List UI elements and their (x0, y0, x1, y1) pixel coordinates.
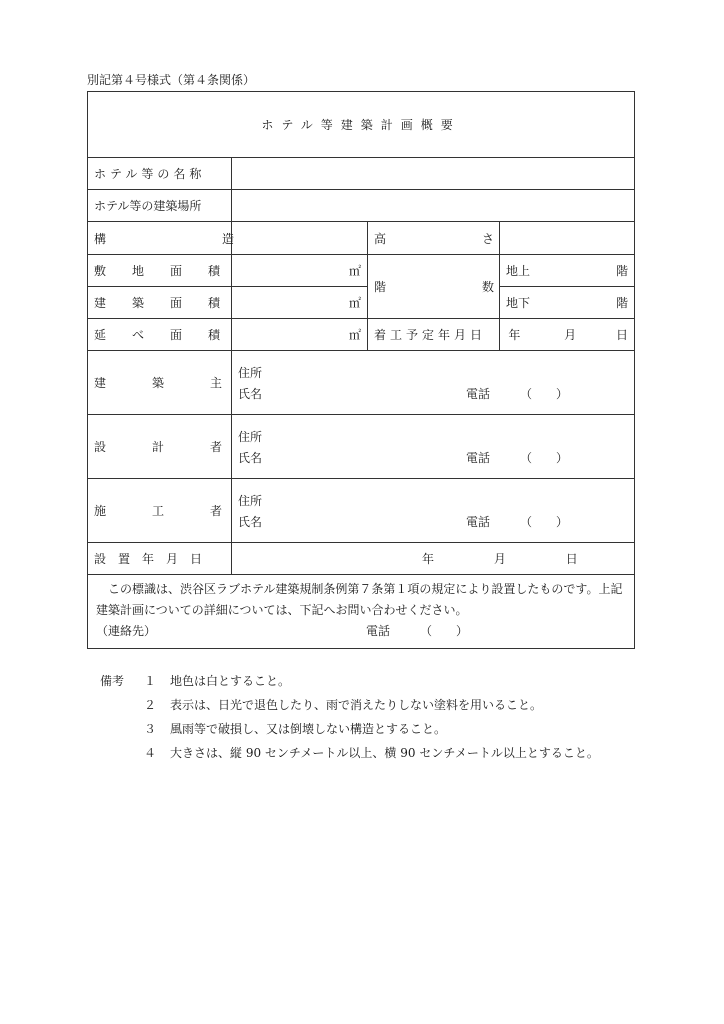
label-start-date: 着工予定年月日 (368, 319, 500, 351)
owner-address-label: 住所 (238, 365, 263, 380)
notice-text: この標識は、渋谷区ラブホテル建築規制条例第７条第１項の規定により設置したものです。上記建築計画についての詳細については、下記へお問い合わせください。 (96, 582, 623, 617)
total-area-unit: ㎡ (348, 328, 361, 342)
notice-cell (88, 575, 635, 649)
label-hotel-name: ホテル等の名称 (88, 158, 232, 190)
value-install-date (232, 543, 635, 575)
below-ground-label: 地下 (506, 296, 531, 310)
label-owner: 建築主 (88, 351, 232, 415)
remarks-text: 表示は、日光で退色したり、雨で消えたりしない塗料を用いること。 (170, 697, 543, 712)
install-month: 月 (493, 552, 506, 566)
form-caption: 別記第４号様式（第４条関係） (87, 73, 256, 87)
remarks-item (100, 692, 599, 716)
label-building-area: 建築面積 (88, 287, 232, 319)
contractor-phone-label: 電話 (466, 514, 491, 529)
label-floors: 階数 (368, 255, 500, 319)
designer-phone-label: 電話 (466, 450, 491, 465)
below-ground-unit: 階 (616, 296, 629, 310)
value-start-date (500, 319, 635, 351)
contact-phone-paren: （ ） (420, 624, 469, 638)
remarks-text: 大きさは、縦 90 センチメートル以上、横 90 センチメートル以上とすること。 (170, 745, 599, 760)
install-day: 日 (565, 552, 578, 566)
remarks-section (100, 668, 599, 764)
label-install-date: 設置年月日 (88, 543, 232, 575)
label-total-area: 延べ面積 (88, 319, 232, 351)
designer-address-label: 住所 (238, 429, 263, 444)
label-site-area: 敷地面積 (88, 255, 232, 287)
remarks-num: ２ (144, 697, 157, 712)
owner-phone-label: 電話 (466, 386, 491, 401)
start-day: 日 (616, 328, 629, 342)
value-hotel-name (232, 158, 635, 190)
value-total-area (232, 319, 368, 351)
label-location: ホテル等の建築場所 (88, 190, 232, 222)
value-designer (232, 415, 635, 479)
value-site-area (232, 255, 368, 287)
label-structure (88, 222, 351, 255)
designer-phone-paren: （ ） (520, 450, 569, 465)
designer-name-label: 氏名 (238, 450, 263, 465)
remarks-text: 風雨等で破損し、又は倒壊しない構造とすること。 (170, 721, 447, 736)
remarks-num: ４ (144, 745, 157, 760)
above-ground-label: 地上 (506, 264, 531, 278)
value-location (232, 190, 635, 222)
remarks-item (100, 668, 599, 692)
contractor-address-label: 住所 (238, 493, 263, 508)
start-month: 月 (564, 328, 577, 342)
building-area-unit: ㎡ (348, 296, 361, 310)
install-year: 年 (422, 552, 435, 566)
label-designer: 設計者 (88, 415, 232, 479)
value-contractor (232, 479, 635, 543)
value-building-area (232, 287, 368, 319)
remarks-heading: 備考 (100, 673, 125, 688)
remarks-item (100, 716, 599, 740)
height-label: 高さ (374, 231, 591, 246)
contractor-name-label: 氏名 (238, 514, 263, 529)
owner-name-label: 氏名 (238, 386, 263, 401)
owner-phone-paren: （ ） (520, 386, 569, 401)
above-ground-unit: 階 (616, 264, 629, 278)
remarks-num: １ (144, 673, 157, 688)
label-contractor: 施工者 (88, 479, 232, 543)
label-height (368, 222, 591, 255)
contact-phone-label: 電話 (366, 624, 391, 638)
contractor-phone-paren: （ ） (520, 514, 569, 529)
remarks-num: ３ (144, 721, 157, 736)
value-owner (232, 351, 635, 415)
plan-summary-table (87, 91, 635, 649)
site-area-unit: ㎡ (348, 264, 361, 278)
structure-label: 構造 (94, 231, 351, 246)
remarks-text: 地色は白とすること。 (170, 673, 291, 688)
contact-label: （連絡先） (96, 624, 157, 638)
start-year: 年 (508, 328, 521, 342)
remarks-item (100, 740, 599, 764)
table-title: ホテル等建築計画概要 (88, 92, 635, 158)
